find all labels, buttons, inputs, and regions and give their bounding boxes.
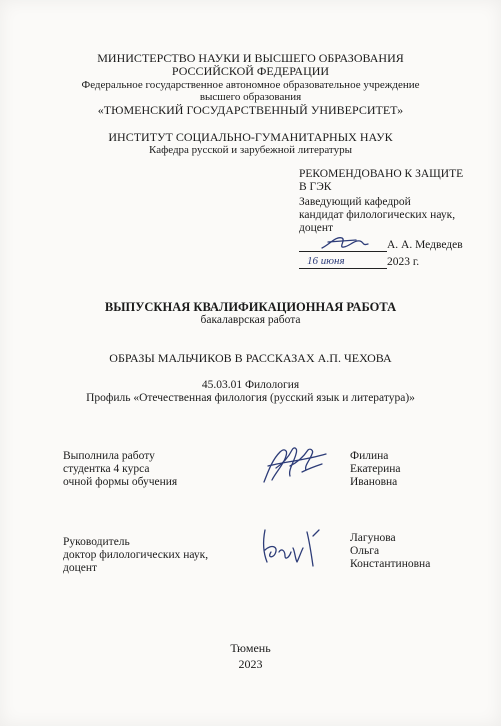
- institute-block: [0, 131, 501, 156]
- thesis-type: ВЫПУСКНАЯ КВАЛИФИКАЦИОННАЯ РАБОТА: [104, 300, 397, 314]
- approval-line-5: доцент: [299, 222, 334, 234]
- head-name: А. А. Медведев: [387, 239, 463, 251]
- author-role-line-2: студентка 4 курса: [63, 463, 150, 475]
- supervisor-first-name: Ольга: [350, 545, 380, 557]
- author-patronymic: Ивановна: [350, 476, 398, 488]
- supervisor-role-line-1: Руководитель: [63, 536, 130, 548]
- footer-year: 2023: [238, 657, 263, 671]
- supervisor-role-line-3: доцент: [63, 562, 98, 574]
- author-role-line-1: Выполнила работу: [63, 450, 155, 462]
- supervisor-signature: [255, 522, 327, 570]
- author-role: [63, 450, 177, 489]
- footer-block: [0, 640, 501, 672]
- approval-year: 2023 г.: [387, 256, 420, 268]
- federal-line-1: Федеральное государственное автономное образовательное учреждение: [81, 79, 420, 91]
- author-signature: [258, 442, 330, 490]
- approval-line-4: кандидат филологических наук,: [299, 209, 456, 221]
- thesis-code: 45.03.01 Филология: [201, 379, 300, 391]
- thesis-title: ОБРАЗЫ МАЛЬЧИКОВ В РАССКАЗАХ А.П. ЧЕХОВА: [109, 351, 392, 365]
- author-first-name: Екатерина: [350, 463, 401, 475]
- institute-name: ИНСТИТУТ СОЦИАЛЬНО-ГУМАНИТАРНЫХ НАУК: [108, 130, 393, 144]
- head-signature: [320, 232, 370, 252]
- department-name: Кафедра русской и зарубежной литературы: [149, 144, 352, 156]
- approval-block: [299, 168, 463, 269]
- supervisor-patronymic: Константиновна: [350, 558, 431, 570]
- handwritten-date: 16 июня: [307, 255, 345, 267]
- supervisor-surname: Лагунова: [350, 532, 396, 544]
- author-surname: Филина: [350, 450, 389, 462]
- approval-line-3: Заведующий кафедрой: [299, 196, 411, 208]
- footer-city: Тюмень: [230, 641, 271, 655]
- author-role-line-3: очной формы обучения: [63, 476, 178, 488]
- approval-line-1: РЕКОМЕНДОВАНО К ЗАЩИТЕ: [299, 168, 464, 180]
- thesis-profile: Профиль «Отечественная филология (русский язык и литература)»: [86, 392, 415, 404]
- supervisor-role: [63, 536, 208, 575]
- author-name: [350, 450, 401, 489]
- supervisor-role-line-2: доктор филологических наук,: [63, 549, 209, 561]
- federal-line-2: высшего образования: [199, 91, 302, 103]
- supervisor-name: [350, 532, 430, 571]
- approval-line-2: В ГЭК: [299, 181, 332, 193]
- ministry-line-2: РОССИЙСКОЙ ФЕДЕРАЦИИ: [171, 64, 330, 78]
- approval-date-line: [299, 256, 463, 269]
- ministry-line-1: МИНИСТЕРСТВО НАУКИ И ВЫСШЕГО ОБРАЗОВАНИЯ: [97, 51, 404, 65]
- header-block: [0, 52, 501, 117]
- university-name: «ТЮМЕНСКИЙ ГОСУДАРСТВЕННЫЙ УНИВЕРСИТЕТ»: [97, 103, 404, 117]
- thesis-block: [0, 300, 501, 405]
- thesis-subtype: бакалаврская работа: [200, 314, 301, 326]
